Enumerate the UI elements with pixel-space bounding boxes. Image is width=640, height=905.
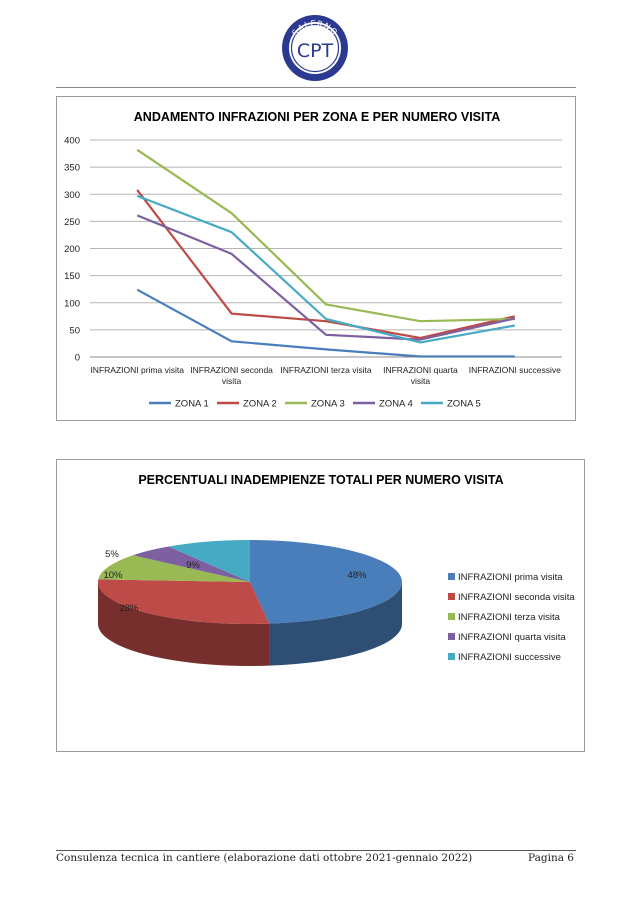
line-chart-frame <box>56 96 576 421</box>
x-tick-label: INFRAZIONI successive <box>468 365 561 375</box>
pie-chart-frame <box>56 459 585 752</box>
pie-legend-swatch-infrazioni-terza-visita <box>448 613 455 620</box>
footer-description: Consulenza tecnica in cantiere (elaborazione dati ottobre 2021-gennaio 2022) <box>56 852 473 864</box>
legend-label-zona-5: ZONA 5 <box>447 398 481 410</box>
legend-label-zona-2: ZONA 2 <box>243 398 277 410</box>
header-rule <box>56 87 576 88</box>
pie-legend-label-infrazioni-seconda-visita: INFRAZIONI seconda visita <box>458 592 575 603</box>
pie-chart <box>57 460 586 753</box>
y-tick-label: 150 <box>64 271 80 283</box>
x-tick-label: INFRAZIONI prima visita <box>90 365 184 375</box>
pie-legend-label-infrazioni-quarta-visita: INFRAZIONI quarta visita <box>458 632 566 643</box>
pie-legend-label-infrazioni-terza-visita: INFRAZIONI terza visita <box>458 612 560 623</box>
pie-data-label-infrazioni-prima-visita: 48% <box>347 570 367 581</box>
pie-data-label-infrazioni-seconda-visita: 28% <box>119 603 139 614</box>
line-chart-series <box>137 150 515 357</box>
pie-chart-body <box>98 540 402 666</box>
y-tick-label: 400 <box>64 135 80 147</box>
pie-chart-legend <box>448 572 575 663</box>
logo-center-text: CPT <box>296 40 334 62</box>
line-chart-x-ticks <box>90 365 561 386</box>
legend-label-zona-4: ZONA 4 <box>379 398 413 410</box>
y-tick-label: 50 <box>69 325 80 337</box>
x-tick-label: INFRAZIONI seconda visita <box>190 365 273 386</box>
x-tick-label: INFRAZIONI terza visita <box>280 365 372 375</box>
cpt-salerno-logo <box>280 13 350 83</box>
y-tick-label: 0 <box>74 352 80 364</box>
pie-legend-swatch-infrazioni-quarta-visita <box>448 633 455 640</box>
pie-legend-label-infrazioni-successive: INFRAZIONI successive <box>458 652 561 663</box>
line-chart-legend <box>149 399 481 410</box>
footer-page-number: Pagina 6 <box>528 852 574 864</box>
line-chart-title: ANDAMENTO INFRAZIONI PER ZONA E PER NUMERO VISITA <box>133 110 501 124</box>
y-tick-label: 300 <box>64 189 80 201</box>
line-chart-y-ticks <box>64 136 80 364</box>
legend-label-zona-3: ZONA 3 <box>311 398 345 410</box>
y-tick-label: 250 <box>64 216 80 228</box>
pie-data-label-infrazioni-terza-visita: 10% <box>103 570 123 581</box>
pie-chart-title: PERCENTUALI INADEMPIENZE TOTALI PER NUMERO VISITA <box>138 473 504 487</box>
legend-label-zona-1: ZONA 1 <box>175 398 209 410</box>
pie-legend-label-infrazioni-prima-visita: INFRAZIONI prima visita <box>458 572 563 583</box>
x-tick-label: INFRAZIONI quarta visita <box>383 365 458 386</box>
series-line-zona-1 <box>137 290 515 357</box>
y-tick-label: 200 <box>64 244 80 255</box>
pie-legend-swatch-infrazioni-successive <box>448 653 455 660</box>
pie-legend-swatch-infrazioni-prima-visita <box>448 573 455 580</box>
series-line-zona-2 <box>137 190 515 338</box>
series-line-zona-3 <box>137 150 515 321</box>
line-chart <box>57 97 577 422</box>
pie-data-label-infrazioni-quarta-visita: 5% <box>105 549 119 560</box>
footer-rule <box>56 850 576 851</box>
pie-data-label-infrazioni-successive: 9% <box>186 560 200 571</box>
y-tick-label: 100 <box>64 298 80 310</box>
logo-arc-text: SALERNO <box>290 18 340 38</box>
pie-legend-swatch-infrazioni-seconda-visita <box>448 593 455 600</box>
y-tick-label: 350 <box>64 162 80 174</box>
